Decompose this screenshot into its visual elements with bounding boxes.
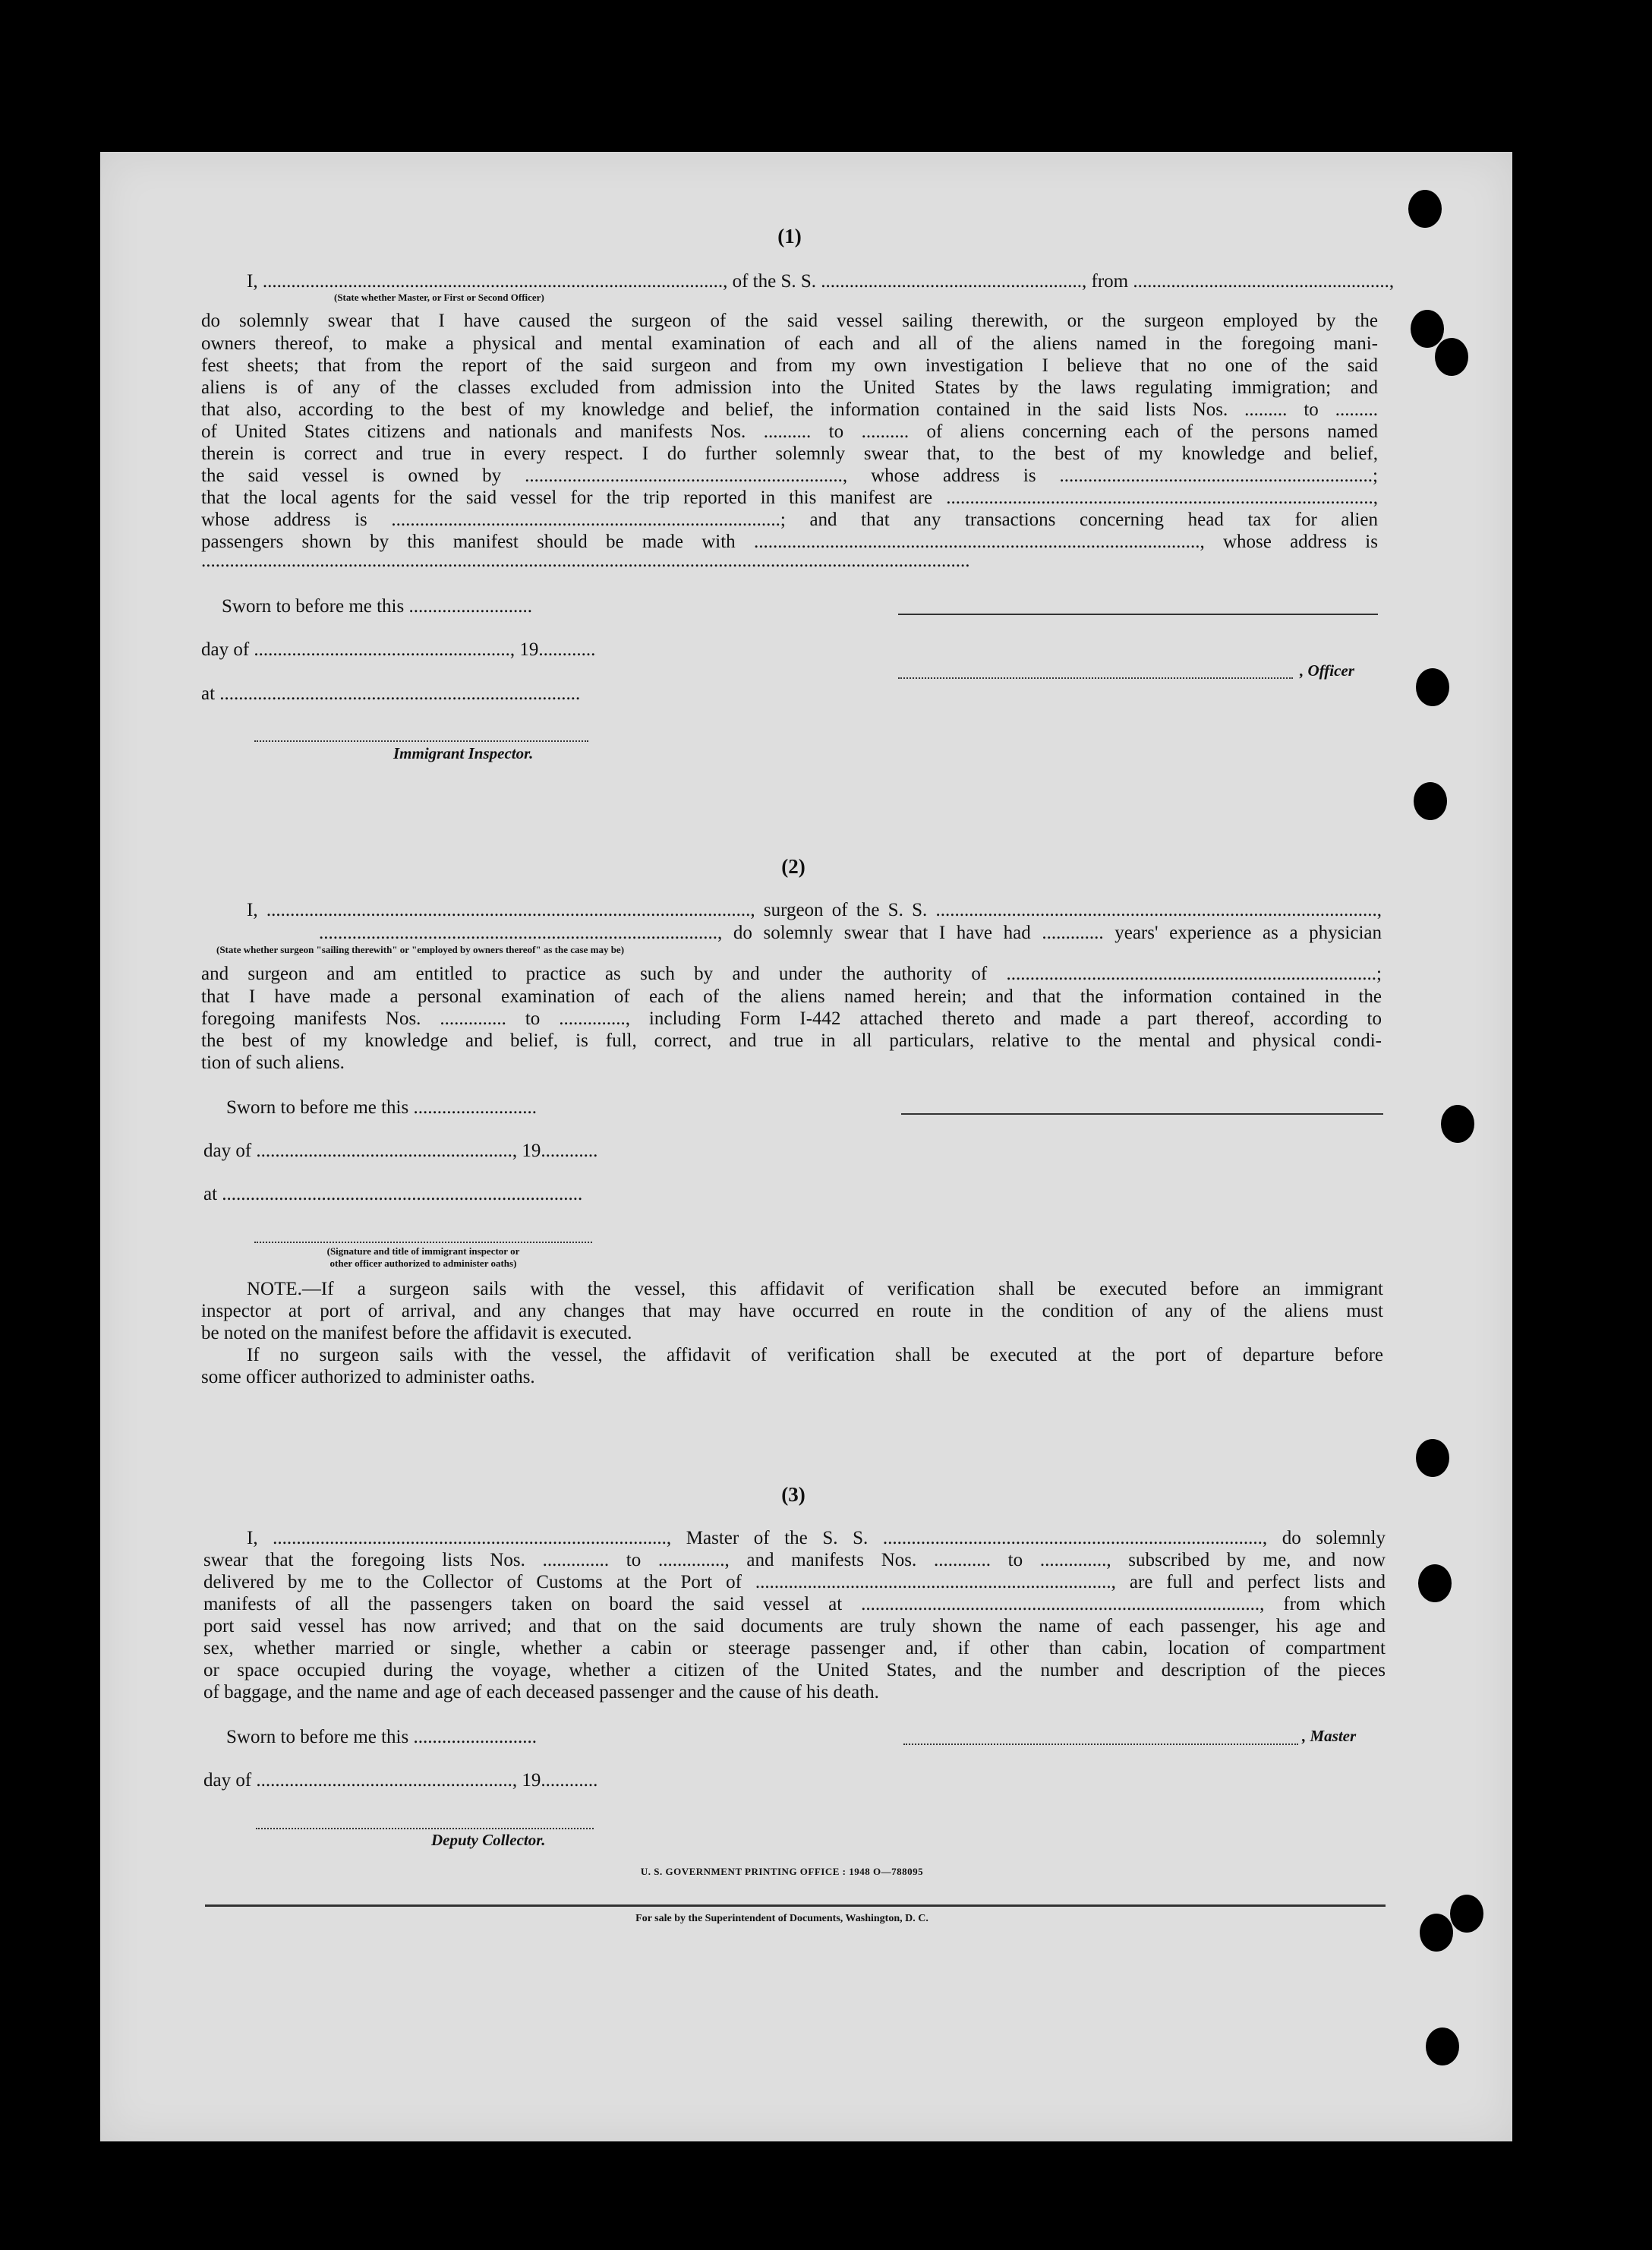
collector-label: Deputy Collector. <box>431 1831 546 1849</box>
body-line: I, ..................................................................................., Master of the S. S. ................................................................................, do solemnly <box>247 1528 1386 1548</box>
punch-hole <box>1426 2028 1459 2065</box>
field-note: (State whether Master, or First or Second Officer) <box>334 292 544 303</box>
punch-hole <box>1414 782 1447 820</box>
body-line: .................................................................................................................................................................. <box>201 551 970 571</box>
punch-hole <box>1441 1105 1474 1143</box>
day-line: day of ......................................................, 19............ <box>203 1141 598 1161</box>
note-line: If no surgeon sails with the vessel, the affidavit of verification shall be executed at the port of departure before <box>247 1345 1383 1365</box>
signature-line <box>898 614 1378 615</box>
field-note: (State whether surgeon "sailing therewith" or "employed by owners thereof" as the case may be) <box>216 944 625 955</box>
punch-hole <box>1416 1439 1449 1477</box>
signature-line <box>901 1113 1383 1115</box>
note-line: NOTE.—If a surgeon sails with the vessel, this affidavit of verification shall be executed before an immigrant <box>247 1279 1383 1299</box>
officer-label: , Officer <box>1300 661 1354 680</box>
signature-line <box>903 1744 1298 1745</box>
body-line: fest sheets; that from the report of the said surgeon and from my own investigation I believe that no one of the said <box>201 355 1378 376</box>
printing-office: U. S. GOVERNMENT PRINTING OFFICE : 1948 O—788095 <box>640 1866 924 1877</box>
footer-rule <box>205 1904 1386 1907</box>
body-line: tion of such aliens. <box>201 1052 345 1073</box>
body-line: that also, according to the best of my knowledge and belief, the information contained in the said lists Nos. ......... to ......... <box>201 399 1378 420</box>
body-line: therein is correct and true in every respect. I do further solemnly swear that, to the best of my knowledge and belief, <box>201 443 1378 464</box>
surgeon-line: I, ......................................................................................................, surgeon of the S. S. ............................................................................................., <box>247 900 1382 920</box>
punch-hole <box>1450 1895 1483 1933</box>
body-line: foregoing manifests Nos. .............. to .............., including Form I-442 attached thereto and made a part thereof, according to <box>201 1008 1382 1029</box>
body-line: swear that the foregoing lists Nos. .............. to .............., and manifests Nos. ............ to .............., subscribed by me, and now <box>203 1550 1386 1570</box>
inspector-label: Immigrant Inspector. <box>393 744 534 762</box>
section-number: (1) <box>777 225 802 248</box>
body-line: the said vessel is owned by ..................................................................., whose address is ..................................................................; <box>201 465 1378 486</box>
punch-hole <box>1435 338 1468 376</box>
day-line: day of ......................................................, 19............ <box>201 639 596 660</box>
body-line: delivered by me to the Collector of Customs at the Port of ..........................................................................., are full and perfect lists and <box>203 1572 1386 1592</box>
body-line: the best of my knowledge and belief, is full, correct, and true in all particulars, relative to the mental and physical condi- <box>201 1030 1382 1051</box>
signature-line <box>254 740 588 742</box>
body-line: passengers shown by this manifest should be made with .............................................................................................., whose address is <box>201 532 1378 552</box>
punch-hole <box>1416 668 1449 706</box>
day-line: day of ......................................................, 19............ <box>203 1770 598 1791</box>
body-line: and surgeon and am entitled to practice as such by and under the authority of ..............................................................................; <box>201 964 1382 984</box>
body-line: port said vessel has now arrived; and that on the said documents are truly shown the name of each passenger, his age and <box>203 1616 1386 1636</box>
sworn-line: Sworn to before me this .......................... <box>226 1727 537 1747</box>
signature-line <box>898 677 1293 679</box>
sworn-line: Sworn to before me this .......................... <box>226 1097 537 1118</box>
body-line: do solemnly swear that I have caused the surgeon of the said vessel sailing therewith, or the surgeon employed by the <box>201 311 1378 331</box>
for-sale-note: For sale by the Superintendent of Documents, Washington, D. C. <box>635 1913 928 1924</box>
body-line: of United States citizens and nationals and manifests Nos. .......... to .......... of aliens concerning each of the persons named <box>201 421 1378 442</box>
body-line: that the local agents for the said vessel for the trip reported in this manifest are .........................................................................................., <box>201 488 1378 508</box>
signature-note: other officer authorized to administer oaths) <box>329 1258 517 1269</box>
surgeon-line: ...................................................................................., do solemnly swear that I have had ............. years' experience as a physician <box>319 923 1382 943</box>
body-line: of baggage, and the name and age of each deceased passenger and the cause of his death. <box>203 1682 879 1702</box>
body-line: whose address is ..................................................................................; and that any transactions concerning head tax for alien <box>201 510 1378 530</box>
signature-line <box>256 1828 594 1829</box>
at-line: at ............................................................................ <box>201 683 581 704</box>
section-number: (3) <box>781 1483 806 1506</box>
note-line: be noted on the manifest before the affidavit is executed. <box>201 1323 632 1343</box>
body-line: or space occupied during the voyage, whether a citizen of the United States, and the number and description of the pieces <box>203 1660 1386 1680</box>
note-line: inspector at port of arrival, and any changes that may have occurred en route in the condition of any of the aliens must <box>201 1301 1383 1321</box>
body-line: sex, whether married or single, whether a cabin or steerage passenger and, if other than cabin, location of compartment <box>203 1638 1386 1658</box>
sworn-line: Sworn to before me this .......................... <box>222 596 532 617</box>
body-line: manifests of all the passengers taken on board the said vessel at ...................................................................................., from which <box>203 1594 1386 1614</box>
affiant-line: I, ................................................................................................., of the S. S. ......................................................., from ......................................................, <box>247 271 1395 292</box>
body-line: aliens is of any of the classes excluded from admission into the United States by the laws regulating immigration; and <box>201 377 1378 398</box>
body-line: owners thereof, to make a physical and mental examination of each and all of the aliens named in the foregoing mani- <box>201 333 1378 354</box>
section-number: (2) <box>781 855 806 878</box>
master-label: , Master <box>1302 1727 1357 1745</box>
punch-hole <box>1411 310 1444 348</box>
signature-note: (Signature and title of immigrant inspector or <box>326 1245 520 1257</box>
punch-hole <box>1420 1914 1453 1952</box>
at-line: at ............................................................................ <box>203 1184 583 1204</box>
note-line: some officer authorized to administer oaths. <box>201 1367 535 1387</box>
punch-hole <box>1408 190 1442 228</box>
signature-line <box>254 1242 592 1243</box>
punch-hole <box>1418 1564 1452 1602</box>
body-line: that I have made a personal examination of each of the aliens named herein; and that the information contained in the <box>201 986 1382 1007</box>
